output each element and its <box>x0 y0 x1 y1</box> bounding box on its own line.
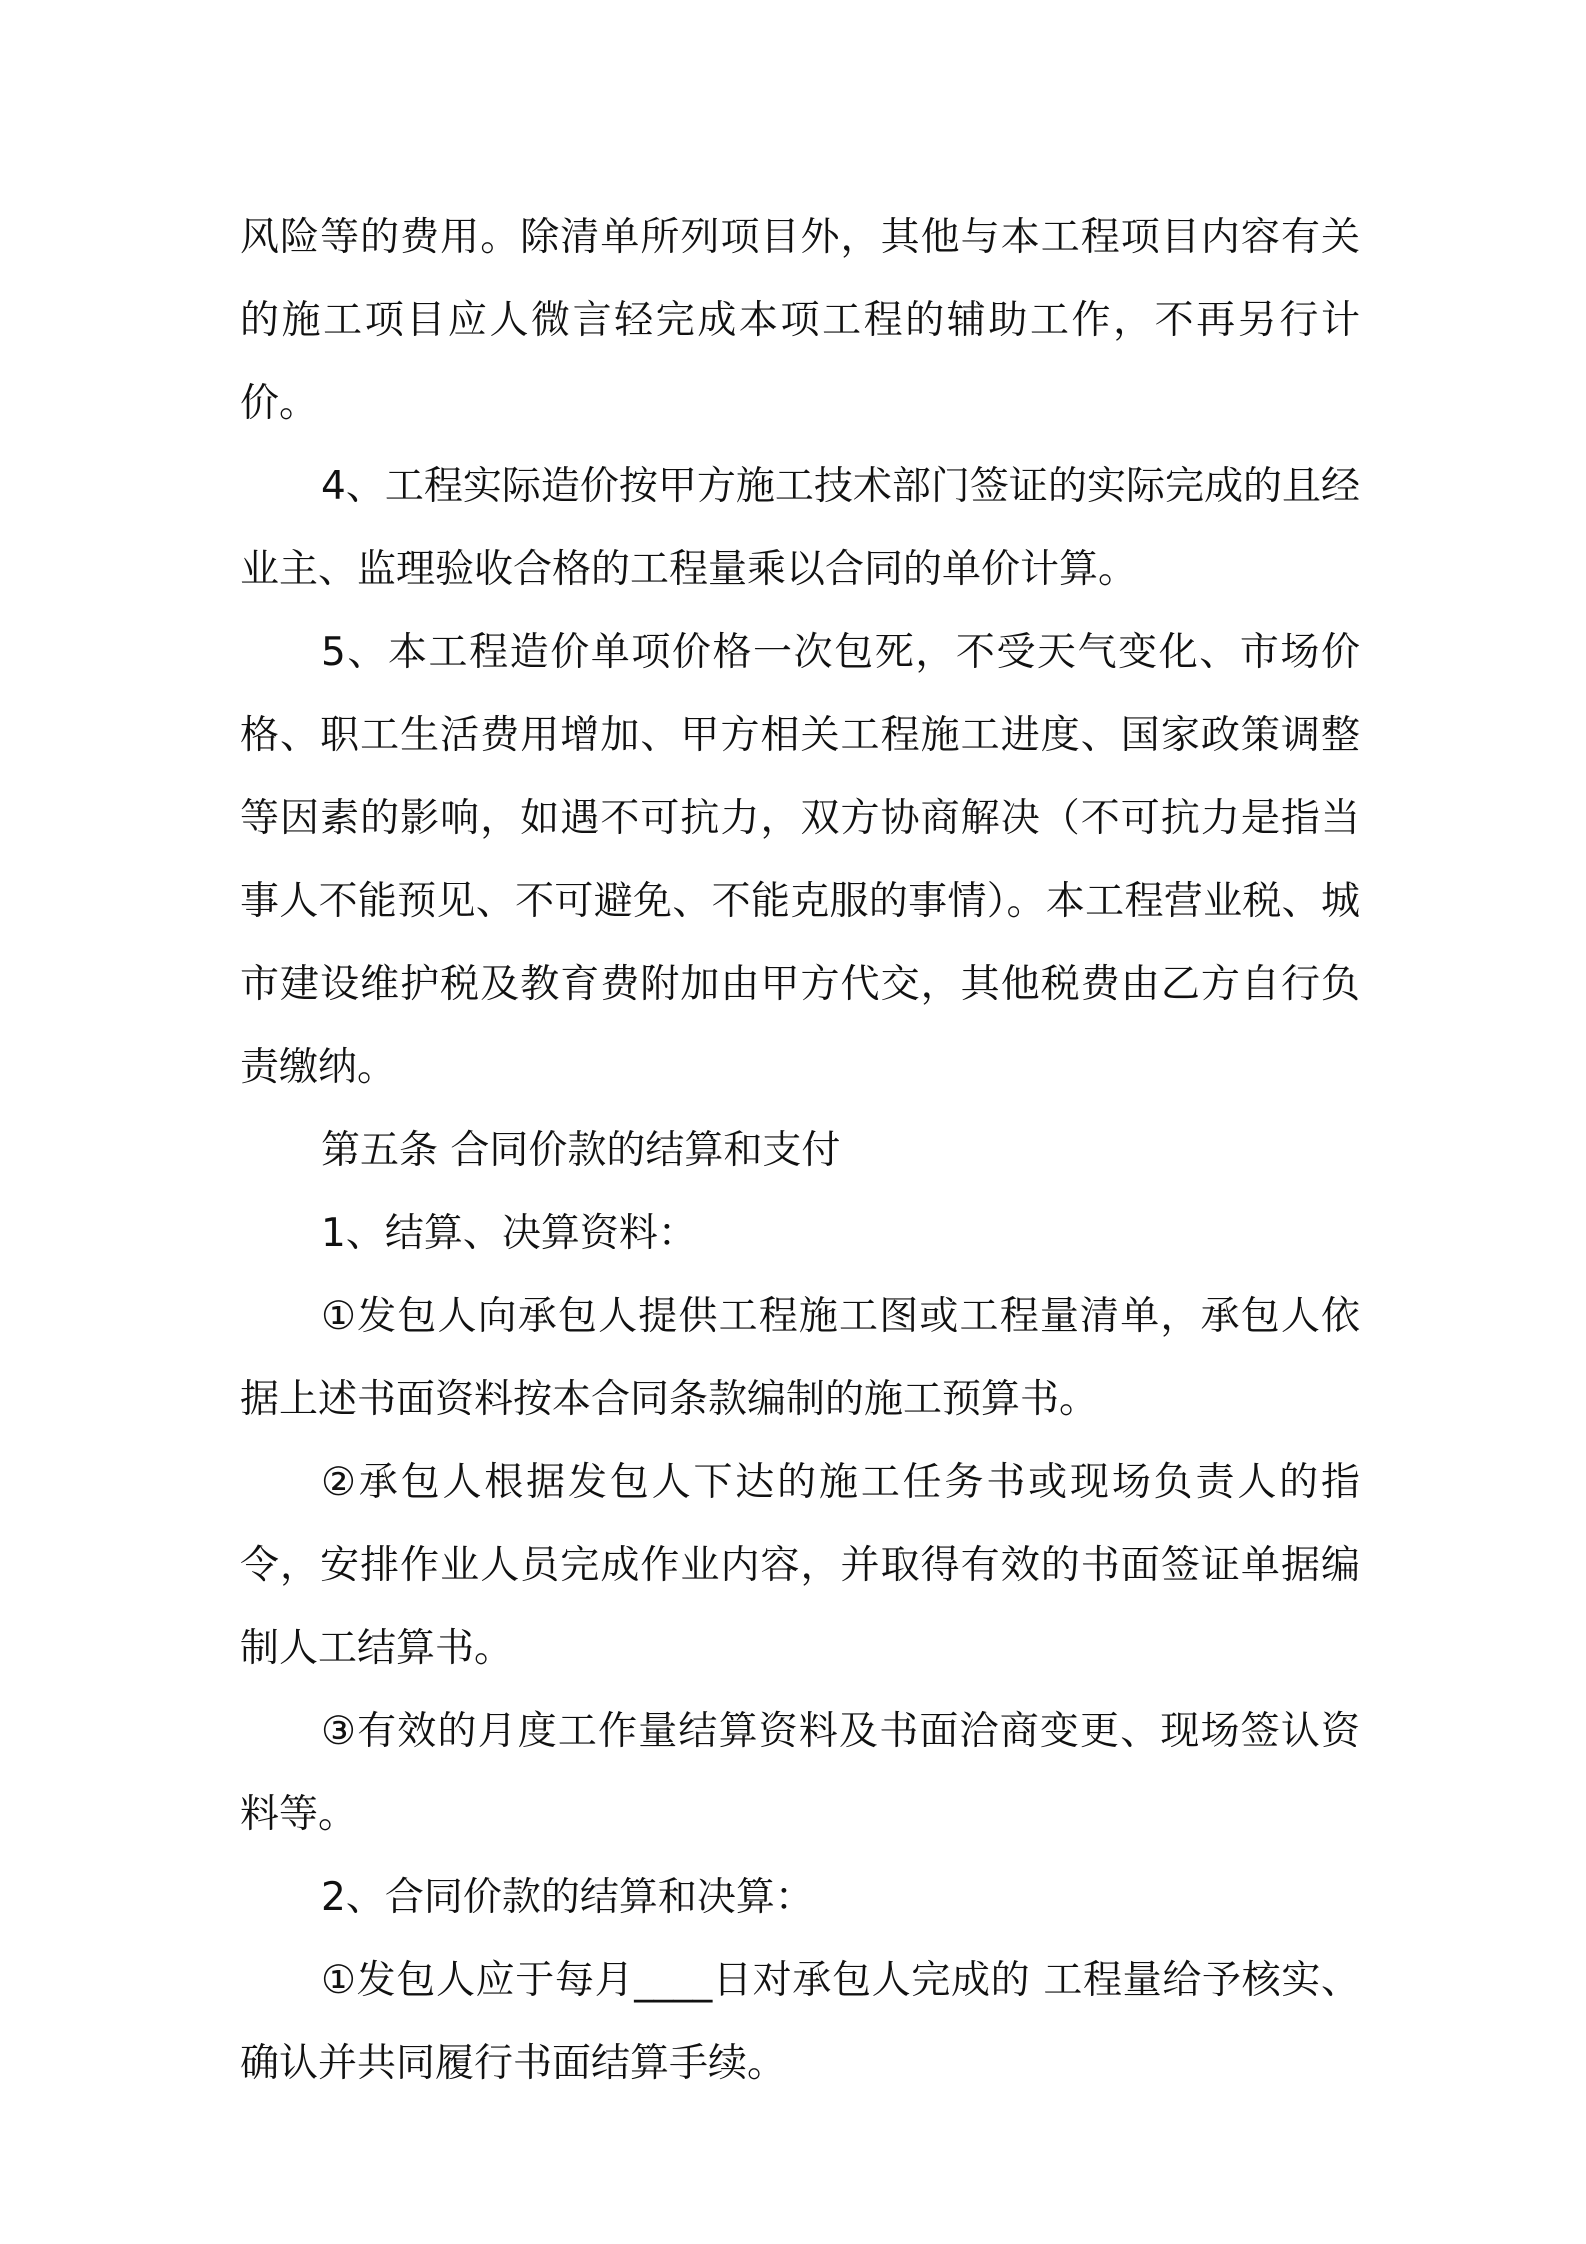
paragraph-monthly-verification: ①发包人应于每月____日对承包人完成的 工程量给予核实、确认并共同履行书面结算手续。 <box>240 1958 1360 2086</box>
paragraph-subitem-3: ③有效的月度工作量结算资料及书面洽商变更、现场签认资料等。 <box>240 1709 1360 1837</box>
paragraph-continued-fees: 风险等的费用。除清单所列项目外，其他与本工程项目内容有关的施工项目应人微言轻完成本项工程的辅助工作，不再另行计价。 <box>240 215 1360 426</box>
paragraph-settlement-materials: 1、结算、决算资料： <box>321 1211 697 1256</box>
document-body <box>240 196 1360 2105</box>
paragraph-settlement-and-final-accounts: 2、合同价款的结算和决算： <box>321 1875 814 1920</box>
section-heading-article-5: 第五条 合同价款的结算和支付 <box>321 1128 841 1173</box>
paragraph-item-4-settlement-price: 4、工程实际造价按甲方施工技术部门签证的实际完成的且经业主、监理验收合格的工程量乘以合同的单价计算。 <box>240 464 1360 592</box>
paragraph-subitem-2: ②承包人根据发包人下达的施工任务书或现场负责人的指令，安排作业人员完成作业内容，并取得有效的书面签证单据编制人工结算书。 <box>240 1460 1360 1671</box>
paragraph-subitem-1: ①发包人向承包人提供工程施工图或工程量清单，承包人依据上述书面资料按本合同条款编制的施工预算书。 <box>240 1294 1360 1422</box>
paragraph-item-5-fixed-price: 5、本工程造价单项价格一次包死，不受天气变化、市场价格、职工生活费用增加、甲方相关工程施工进度、国家政策调整等因素的影响，如遇不可抗力，双方协商解决（不可抗力是指当事人不能预见、不可避免、不能克服的事情）。本工程营业税、城市建设维护税及教育费附加由甲方代交，其他税费由乙方自行负责缴纳。 <box>240 630 1360 1090</box>
